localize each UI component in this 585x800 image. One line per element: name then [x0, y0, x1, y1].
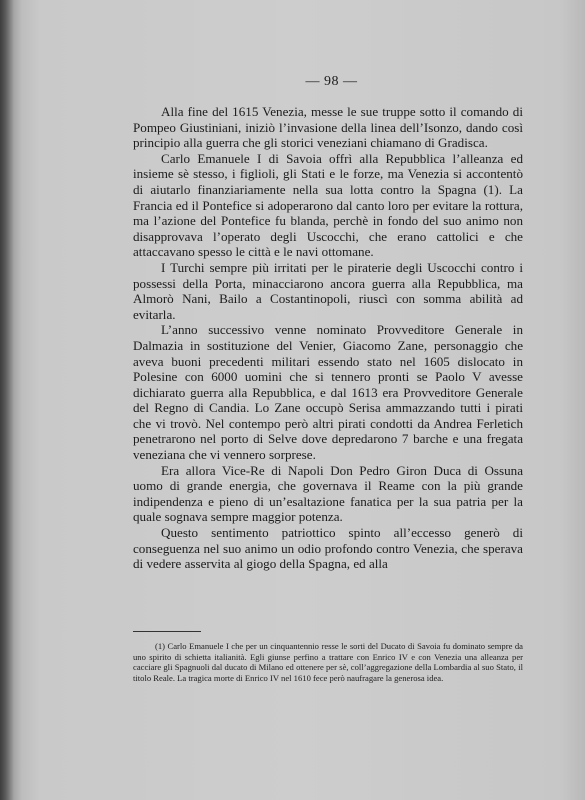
paragraph-4: L’anno successivo venne nominato Provveditore Generale in Dalmazia in sostituzione del Venier, Giacomo Zane, personaggio che aveva buoni precedenti militari essendo stato nel 1605 dislocato in Polesine con 6000 uomini che si tennero pronti se Paolo V avesse dichiarato guerra alla Repubblica, e dal 1613 era Provveditore Generale del Regno di Candia. Lo Zane occupò Serisa ammazzando tutti i pirati che vi trovò. Nel contempo però altri pirati condotti da Andrea Ferletich penetrarono nel porto di Selve dove depredarono 7 barche e una fregata veneziana che vi vennero sorprese. — [133, 322, 523, 463]
page-number: — 98 — — [305, 74, 358, 89]
footnote-divider — [133, 631, 201, 632]
paragraph-3: I Turchi sempre più irritati per le piraterie degli Uscocchi contro i possessi della Porta, minacciarono ancora guerra alla Repubblica, ma Almorò Nani, Bailo a Costantinopoli, riuscì con somma abilità ad evitarla. — [133, 259, 523, 322]
paragraph-2: Carlo Emanuele I di Savoia offrì alla Repubblica l’alleanza ed insieme sè stesso, i figlioli, gli Stati e le forze, ma Venezia si accontentò di aiutarlo finanziariamente nella sua lotta contro la Spagna (1). La Francia ed il Pontefice si adoperarono dal canto loro per evitare la rottura, ma l’azione del Pontefice fu blanda, perchè in fondo del suo animo non disapprovava l’operato degli Uscocchi, che erano cattolici e che attaccavano spesso le città e le navi ottomane. — [133, 150, 523, 260]
body-text — [133, 104, 523, 572]
paragraph-1: Alla fine del 1615 Venezia, messe le sue truppe sotto il comando di Pompeo Giustiniani, iniziò l’invasione della linea dell’Isonzo, dando così principio alla guerra che gli storici veneziani chiamano di Gradisca. — [133, 104, 523, 151]
binding-shadow — [0, 0, 14, 800]
paragraph-5: Era allora Vice-Re di Napoli Don Pedro Giron Duca di Ossuna uomo di grande energia, che governava il Reame con la più grande indipendenza e pieno di un’esaltazione fanatica per la sua patria per la quale sognava sempre maggior potenza. — [133, 462, 523, 525]
paragraph-6: Questo sentimento patriottico spinto all’eccesso generò di conseguenza nel suo animo un odio profondo contro Venezia, che sperava di vedere asservita al giogo della Spagna, ed alla — [133, 525, 523, 572]
footnote: (1) Carlo Emanuele I che per un cinquantennio resse le sorti del Ducato di Savoia fu dominato sempre da uno spirito di schietta italianità. Egli giunse perfino a trattare con Enrico IV e con Venezia una alleanza per cacciare gli Spagnuoli dal ducato di Milano ed ottenere per sè, coll’aggregazione della Lombardia al suo Stato, il titolo Reale. La tragica morte di Enrico IV nel 1610 fece però naufragare la generosa idea. — [133, 641, 523, 684]
